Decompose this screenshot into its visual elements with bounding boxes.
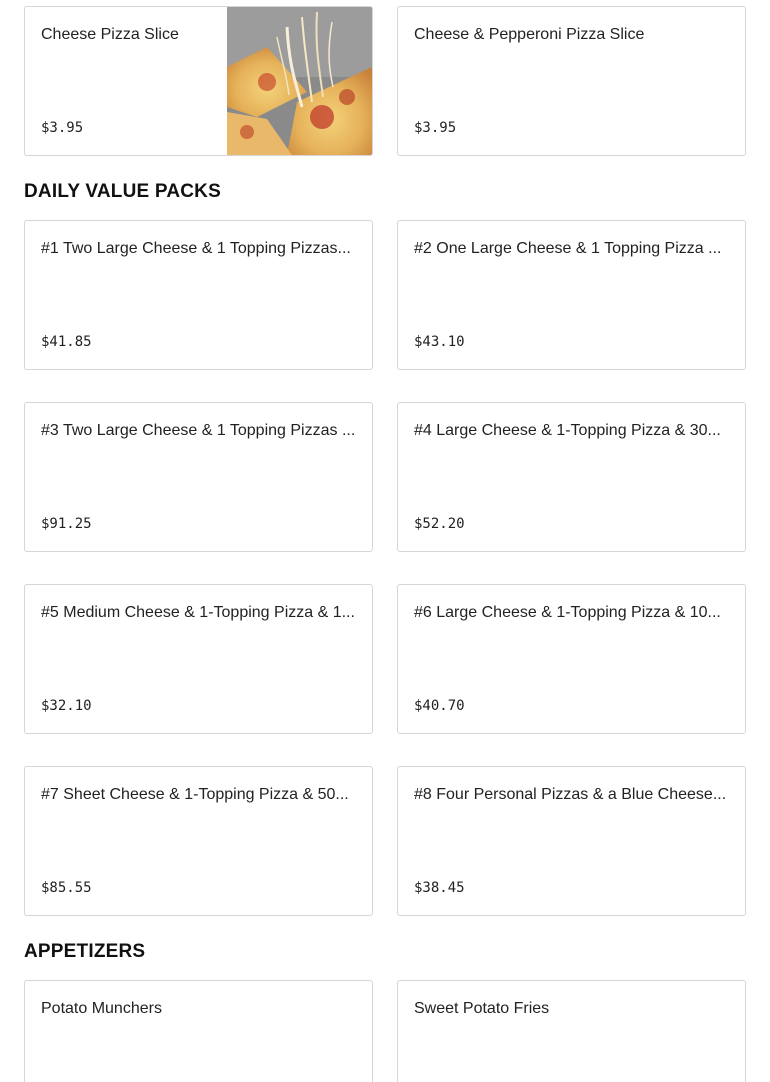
menu-item-name: #7 Sheet Cheese & 1-Topping Pizza & 50... bbox=[41, 786, 349, 803]
menu-item-card[interactable] bbox=[24, 6, 373, 156]
menu-item-card[interactable] bbox=[397, 584, 746, 734]
menu-item-name: Sweet Potato Fries bbox=[414, 1000, 550, 1017]
section-title-daily-value-packs: DAILY VALUE PACKS bbox=[24, 181, 221, 202]
menu-item-name: #5 Medium Cheese & 1-Topping Pizza & 1... bbox=[41, 604, 355, 621]
menu-item-card[interactable] bbox=[24, 980, 373, 1082]
menu-item-price: $85.55 bbox=[41, 880, 92, 896]
menu-item-name: Cheese Pizza Slice bbox=[41, 26, 179, 43]
menu-item-name: #3 Two Large Cheese & 1 Topping Pizzas ... bbox=[41, 422, 356, 439]
menu-item-price: $41.85 bbox=[41, 334, 92, 350]
cheese-pizza-photo bbox=[227, 7, 372, 155]
menu-item-card[interactable] bbox=[397, 402, 746, 552]
menu-item-card[interactable] bbox=[24, 220, 373, 370]
menu-item-name: #4 Large Cheese & 1-Topping Pizza & 30... bbox=[414, 422, 721, 439]
menu-item-price: $3.95 bbox=[41, 120, 84, 136]
menu-item-card[interactable] bbox=[397, 766, 746, 916]
menu-item-price: $91.25 bbox=[41, 516, 92, 532]
menu-item-name: #1 Two Large Cheese & 1 Topping Pizzas... bbox=[41, 240, 351, 257]
menu-item-card[interactable] bbox=[397, 6, 746, 156]
menu-item-card[interactable] bbox=[397, 220, 746, 370]
menu-item-card[interactable] bbox=[24, 402, 373, 552]
menu-item-price: $32.10 bbox=[41, 698, 92, 714]
menu-item-card[interactable] bbox=[397, 980, 746, 1082]
menu-item-card[interactable] bbox=[24, 766, 373, 916]
menu-item-name: #2 One Large Cheese & 1 Topping Pizza ... bbox=[414, 240, 722, 257]
menu-item-name: Cheese & Pepperoni Pizza Slice bbox=[414, 26, 645, 43]
menu-item-price: $52.20 bbox=[414, 516, 465, 532]
menu-item-price: $40.70 bbox=[414, 698, 465, 714]
menu-item-name: #8 Four Personal Pizzas & a Blue Cheese... bbox=[414, 786, 727, 803]
menu-item-card[interactable] bbox=[24, 584, 373, 734]
menu-item-price: $3.95 bbox=[414, 120, 457, 136]
menu-item-name: #6 Large Cheese & 1-Topping Pizza & 10... bbox=[414, 604, 721, 621]
menu-item-name: Potato Munchers bbox=[41, 1000, 162, 1017]
menu-item-price: $38.45 bbox=[414, 880, 465, 896]
section-title-appetizers: APPETIZERS bbox=[24, 941, 146, 962]
menu-item-price: $43.10 bbox=[414, 334, 465, 350]
